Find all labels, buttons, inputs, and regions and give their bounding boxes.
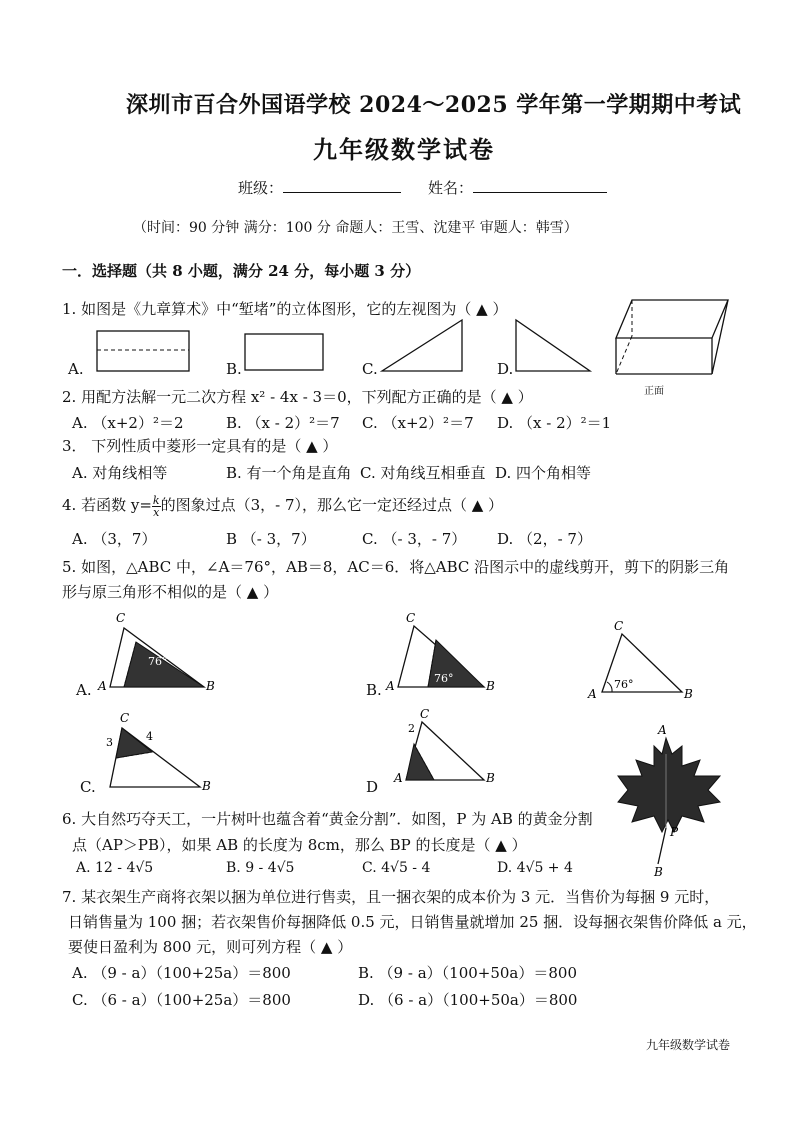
q6-option-a: A. 12 - 4√5 bbox=[76, 860, 154, 876]
class-field bbox=[238, 177, 401, 198]
q5-b-angle-label: 76° bbox=[434, 672, 454, 685]
q6-stem-line2: 点（AP＞PB），如果 AB 的长度为 8cm，那么 BP 的长度是（ ▲ ） bbox=[72, 836, 527, 854]
page-footer: 九年级数学试卷 bbox=[646, 1038, 731, 1052]
q7-option-b: B. （9 - a）（100+50a）＝800 bbox=[358, 964, 578, 982]
q5-option-c-figure bbox=[96, 712, 216, 796]
q5-option-d-label: D bbox=[366, 778, 379, 796]
qiandu-solid-figure bbox=[612, 294, 732, 378]
q6-option-c: C. 4√5 - 4 bbox=[362, 860, 431, 876]
q5-stem-line1: 5. 如图，△ABC 中，∠A＝76°，AB＝8，AC＝6．将△ABC 沿图示中的虚线剪开，剪下的阴影三角 bbox=[62, 558, 730, 576]
q5-b-vertex-c: C bbox=[406, 611, 416, 625]
q5-option-a-figure bbox=[96, 612, 216, 696]
q5-option-d-figure bbox=[384, 708, 504, 792]
q5-reference-triangle bbox=[586, 620, 696, 700]
q3-option-c: C. 对角线互相垂直 bbox=[360, 464, 486, 482]
q5-b-vertex-b: B bbox=[486, 679, 495, 693]
leaf-point-p: P bbox=[670, 825, 679, 839]
q2-option-b: B. （x - 2）²＝7 bbox=[226, 414, 340, 432]
q1-option-c-label: C. bbox=[362, 360, 378, 378]
q5-d-side-2: 2 bbox=[408, 722, 415, 735]
q3-stem: 3． 下列性质中菱形一定具有的是（ ▲ ） bbox=[62, 437, 338, 455]
q1-option-a-label: A. bbox=[68, 360, 84, 378]
q1-option-d-figure bbox=[514, 318, 594, 374]
q1-option-b-label: B. bbox=[226, 360, 242, 378]
name-field bbox=[428, 177, 607, 198]
q5-ref-vertex-a: A bbox=[588, 687, 597, 701]
q1-option-d-label: D. bbox=[497, 360, 514, 378]
q4-option-c: C. （- 3，- 7） bbox=[362, 530, 467, 548]
leaf-point-b: B bbox=[654, 865, 663, 879]
q5-c-vertex-b: B bbox=[202, 779, 211, 793]
q5-c-vertex-c: C bbox=[120, 711, 130, 725]
q5-stem-line2: 形与原三角形不相似的是（ ▲ ） bbox=[62, 583, 279, 601]
q5-d-vertex-b: B bbox=[486, 771, 495, 785]
school-title: 深圳市百合外国语学校 2024～2025 学年第一学期期中考试 bbox=[126, 92, 742, 118]
q1-front-label: 正面 bbox=[644, 386, 664, 397]
q4-stem-post: 的图象过点（3，- 7），那么它一定还经过点（ ▲ ） bbox=[160, 496, 504, 514]
exam-info: （时间：90 分钟 满分：100 分 命题人：王雪、沈建平 审题人：韩雪） bbox=[133, 220, 578, 236]
class-label: 班级： bbox=[238, 179, 284, 197]
q5-d-vertex-a: A bbox=[394, 771, 403, 785]
paper-title: 九年级数学试卷 bbox=[313, 135, 495, 164]
q1-option-b-figure bbox=[244, 333, 326, 373]
q6-option-b: B. 9 - 4√5 bbox=[226, 860, 295, 876]
q5-c-side-4: 4 bbox=[146, 730, 153, 743]
q7-option-d: D. （6 - a）（100+50a）＝800 bbox=[358, 991, 578, 1009]
q4-stem bbox=[62, 494, 503, 518]
q5-b-vertex-a: A bbox=[386, 679, 395, 693]
name-blank[interactable] bbox=[473, 178, 607, 193]
q5-a-angle-label: 76° bbox=[148, 655, 168, 668]
q1-option-c-figure bbox=[380, 318, 468, 374]
q5-option-a-label: A. bbox=[76, 681, 92, 699]
q5-ref-angle-label: 76° bbox=[614, 678, 634, 691]
q2-option-c: C. （x+2）²＝7 bbox=[362, 414, 474, 432]
q5-c-side-3: 3 bbox=[106, 736, 113, 749]
q5-a-vertex-c: C bbox=[116, 611, 126, 625]
q7-option-c: C. （6 - a）（100+25a）＝800 bbox=[72, 991, 291, 1009]
name-label: 姓名： bbox=[428, 179, 474, 197]
q4-fraction-denominator: x bbox=[153, 505, 160, 519]
section-heading: 一．选择题（共 8 小题，满分 24 分，每小题 3 分） bbox=[62, 262, 421, 280]
q5-option-c-label: C. bbox=[80, 778, 96, 796]
q3-option-a: A. 对角线相等 bbox=[72, 464, 168, 482]
q6-option-d: D. 4√5 + 4 bbox=[497, 860, 573, 876]
q4-fraction bbox=[152, 495, 161, 518]
q5-option-b-figure bbox=[384, 612, 504, 696]
q5-ref-vertex-c: C bbox=[614, 619, 624, 633]
q4-option-b: B （- 3，7） bbox=[226, 530, 316, 548]
class-blank[interactable] bbox=[283, 178, 401, 193]
q7-stem-line3: 要使日盈利为 800 元，则可列方程（ ▲ ） bbox=[68, 938, 353, 956]
q1-stem: 1. 如图是《九章算术》中“堑堵”的立体图形，它的左视图为（ ▲ ） bbox=[62, 300, 508, 318]
q4-stem-pre: 4. 若函数 y= bbox=[62, 496, 152, 514]
q5-ref-vertex-b: B bbox=[684, 687, 693, 701]
q5-a-vertex-b: B bbox=[206, 679, 215, 693]
q7-option-a: A. （9 - a）（100+25a）＝800 bbox=[72, 964, 291, 982]
q7-stem-line2: 日销售量为 100 捆；若衣架售价每捆降低 0.5 元，日销售量就增加 25 捆．设每捆衣架售价降低 a 元， bbox=[68, 913, 757, 931]
q1-option-a-figure bbox=[96, 330, 192, 374]
q6-stem-line1: 6. 大自然巧夺天工，一片树叶也蕴含着“黄金分割”．如图，P 为 AB 的黄金分割 bbox=[62, 810, 593, 828]
q2-stem: 2. 用配方法解一元二次方程 x² - 4x - 3＝0，下列配方正确的是（ ▲ ） bbox=[62, 388, 533, 406]
q2-option-d: D. （x - 2）²＝1 bbox=[497, 414, 612, 432]
leaf-point-a: A bbox=[658, 723, 667, 737]
q4-option-d: D. （2，- 7） bbox=[497, 530, 592, 548]
maple-leaf-figure bbox=[616, 724, 726, 884]
q3-option-d: D. 四个角相等 bbox=[495, 464, 592, 482]
q4-option-a: A. （3，7） bbox=[72, 530, 157, 548]
q3-option-b: B. 有一个角是直角 bbox=[226, 464, 352, 482]
q2-option-a: A. （x+2）²＝2 bbox=[72, 414, 184, 432]
q4-fraction-numerator: k bbox=[152, 493, 160, 507]
q5-option-b-label: B. bbox=[366, 681, 382, 699]
q5-a-vertex-a: A bbox=[98, 679, 107, 693]
q5-d-vertex-c: C bbox=[420, 707, 430, 721]
q7-stem-line1: 7. 某衣架生产商将衣架以捆为单位进行售卖，且一捆衣架的成本价为 3 元．当售价为每捆 9 元时， bbox=[62, 888, 720, 906]
